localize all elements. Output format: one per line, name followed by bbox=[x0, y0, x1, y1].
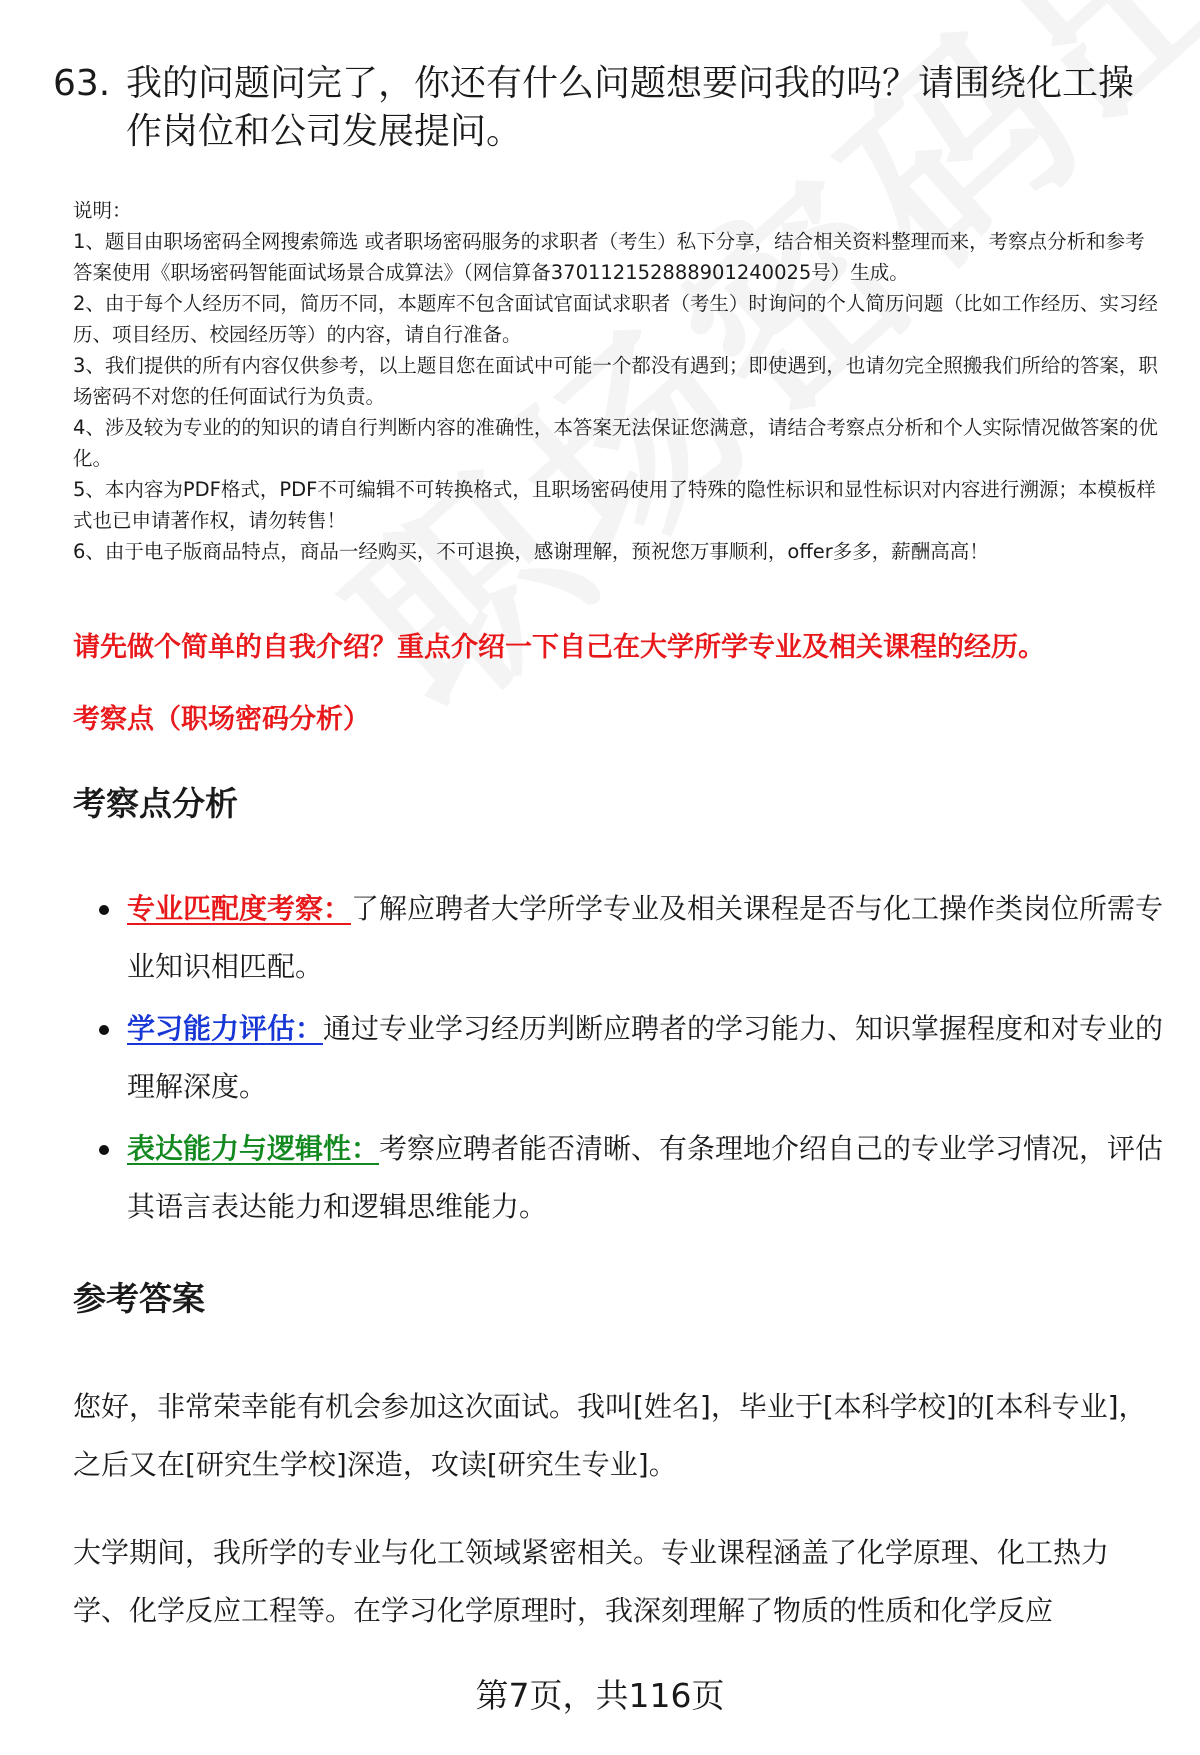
note-item: 1、题目由职场密码全网搜索筛选 或者职场密码服务的求职者（考生）私下分享，结合相关资料整理而来，考察点分析和参考答案使用《职场密码智能面试场景合成算法》（网信算备370112152888901240025号）生成。 bbox=[73, 230, 1145, 284]
answer-paragraph: 大学期间，我所学的专业与化工领域紧密相关。专业课程涵盖了化学原理、化工热力学、化学反应工程等。在学习化学原理时，我深刻理解了物质的性质和化学反应 bbox=[73, 1536, 1110, 1627]
analysis-point bbox=[95, 1120, 1165, 1236]
page-footer: 第7页，共116页 bbox=[475, 1676, 725, 1715]
question-number: 63. bbox=[53, 63, 111, 104]
question-title bbox=[53, 60, 1163, 156]
point-label: 学习能力评估： bbox=[127, 1012, 324, 1045]
notes-heading: 说明： bbox=[73, 199, 132, 222]
note-item: 6、由于电子版商品特点，商品一经购买，不可退换，感谢理解，预祝您万事顺利，offer多多，薪酬高高！ bbox=[73, 540, 989, 563]
note-item: 4、涉及较为专业的的知识的请自行判断内容的准确性，本答案无法保证您满意，请结合考察点分析和个人实际情况做答案的优化。 bbox=[73, 416, 1158, 470]
analysis-points bbox=[95, 880, 1165, 1240]
point-text: 了解应聘者大学所学专业及相关课程是否与化工操作类岗位所需专业知识相匹配。 bbox=[127, 892, 1164, 983]
point-label: 专业匹配度考察： bbox=[127, 892, 352, 925]
bullet-icon bbox=[99, 1025, 109, 1035]
analysis-source-label: 考察点（职场密码分析） bbox=[73, 704, 370, 735]
bullet-icon bbox=[99, 1145, 109, 1155]
analysis-point bbox=[95, 880, 1165, 996]
analysis-heading: 考察点分析 bbox=[73, 784, 238, 823]
analysis-point bbox=[95, 1000, 1165, 1116]
note-item: 2、由于每个人经历不同，简历不同，本题库不包含面试官面试求职者（考生）时询问的个人简历问题（比如工作经历、实习经历、项目经历、校园经历等）的内容，请自行准备。 bbox=[73, 292, 1158, 346]
note-item: 3、我们提供的所有内容仅供参考，以上题目您在面试中可能一个都没有遇到；即使遇到，也请勿完全照搬我们所给的答案，职场密码不对您的任何面试行为负责。 bbox=[73, 354, 1158, 408]
question-text: 我的问题问完了，你还有什么问题想要问我的吗？请围绕化工操作岗位和公司发展提问。 bbox=[126, 63, 1135, 152]
answer-body bbox=[73, 1378, 1153, 1670]
notes-section bbox=[73, 195, 1163, 567]
note-item: 5、本内容为PDF格式，PDF不可编辑不可转换格式，且职场密码使用了特殊的隐性标识和显性标识对内容进行溯源；本模板样式也已申请著作权，请勿转售！ bbox=[73, 478, 1156, 532]
intro-question: 请先做个简单的自我介绍？重点介绍一下自己在大学所学专业及相关课程的经历。 bbox=[73, 632, 1045, 663]
point-label: 表达能力与逻辑性： bbox=[127, 1132, 380, 1165]
bullet-icon bbox=[99, 905, 109, 915]
answer-heading: 参考答案 bbox=[73, 1279, 205, 1318]
answer-paragraph: 您好，非常荣幸能有机会参加这次面试。我叫[姓名]，毕业于[本科学校]的[本科专业]，之后又在[研究生学校]深造，攻读[研究生专业]。 bbox=[73, 1390, 1147, 1481]
point-text: 考察应聘者能否清晰、有条理地介绍自己的专业学习情况，评估其语言表达能力和逻辑思维能力。 bbox=[127, 1132, 1164, 1223]
point-text: 通过专业学习经历判断应聘者的学习能力、知识掌握程度和对专业的理解深度。 bbox=[127, 1012, 1164, 1103]
